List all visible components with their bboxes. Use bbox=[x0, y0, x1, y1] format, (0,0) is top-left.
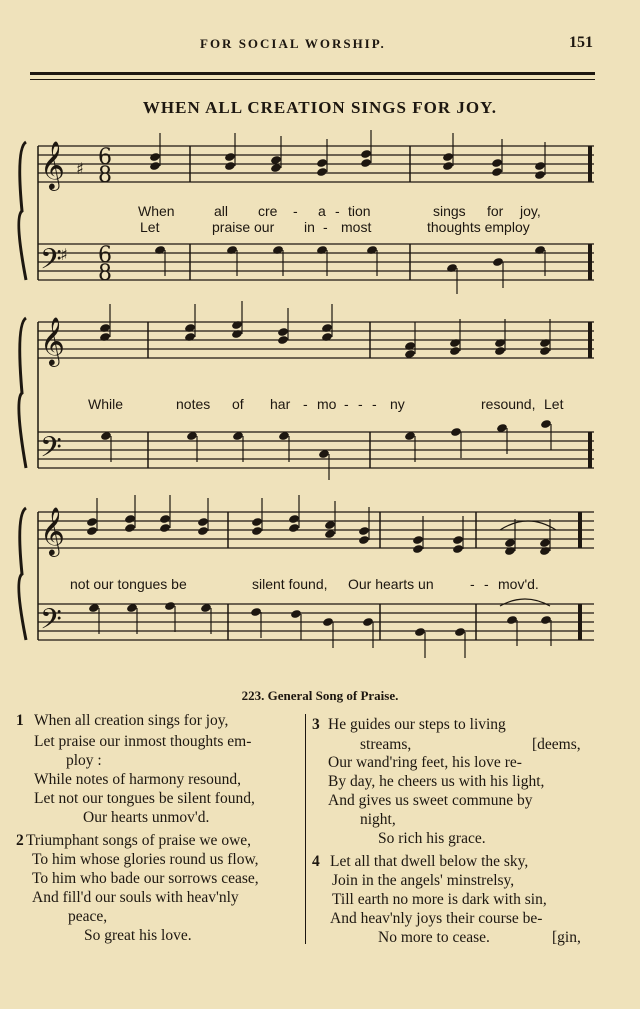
note-head bbox=[251, 526, 263, 536]
note-head bbox=[412, 544, 424, 554]
note-head bbox=[506, 615, 518, 625]
lyric-word: cre bbox=[258, 203, 278, 219]
note-head bbox=[124, 514, 136, 524]
note-head bbox=[224, 152, 236, 162]
note-head bbox=[316, 158, 328, 168]
stanza-line: And heav'nly joys their course be- bbox=[330, 910, 543, 927]
note-head bbox=[316, 167, 328, 177]
note-head bbox=[277, 327, 289, 337]
treble-clef: 𝄞 bbox=[40, 506, 65, 555]
stanza-line: While notes of harmony resound, bbox=[34, 771, 242, 788]
note-head bbox=[452, 544, 464, 554]
bass-clef: 𝄢 bbox=[40, 603, 62, 643]
stanza-line: streams, bbox=[360, 736, 412, 753]
page-number: 151 bbox=[569, 34, 593, 51]
system-brace bbox=[19, 508, 26, 640]
note-head bbox=[149, 152, 161, 162]
lyric-word: When bbox=[138, 203, 175, 219]
note-head bbox=[492, 257, 504, 267]
time-signature: 8 bbox=[98, 261, 112, 286]
note-head bbox=[159, 523, 171, 533]
note-head bbox=[360, 149, 372, 159]
lyric-word: for bbox=[487, 203, 504, 219]
tie bbox=[500, 599, 550, 606]
stanza-line: Let not our tongues be silent found, bbox=[34, 790, 255, 807]
stanza-line: Till earth no more is dark with sin, bbox=[332, 891, 547, 908]
note-head bbox=[491, 158, 503, 168]
system-brace bbox=[19, 318, 26, 468]
stanza-line: So rich his grace. bbox=[378, 830, 486, 847]
time-signature: 6 bbox=[98, 243, 112, 268]
note-head bbox=[277, 335, 289, 345]
stanza-line: And gives us sweet commune by bbox=[328, 792, 533, 809]
stanza-line: [deems, bbox=[532, 736, 581, 753]
note-head bbox=[539, 346, 551, 356]
stanza-line: Triumphant songs of praise we owe, bbox=[26, 832, 252, 849]
hymn-heading: 223. General Song of Praise. bbox=[241, 688, 399, 703]
stanza-line: night, bbox=[360, 811, 396, 828]
tune-title: WHEN ALL CREATION SINGS FOR JOY. bbox=[142, 98, 498, 117]
treble-clef: 𝄞 bbox=[40, 140, 65, 189]
column-rule bbox=[305, 714, 306, 944]
stanza-number: 3 bbox=[312, 716, 320, 733]
stanza-line: Our wand'ring feet, his love re- bbox=[328, 754, 522, 771]
lyric-word: in bbox=[304, 219, 315, 235]
note-head bbox=[540, 419, 552, 429]
stanza-line: He guides our steps to living bbox=[328, 716, 506, 733]
lyric-word: all bbox=[214, 203, 229, 219]
stanza-line: peace, bbox=[68, 908, 108, 925]
note-head bbox=[412, 535, 424, 545]
stanza-line: [gin, bbox=[552, 929, 581, 946]
note-head bbox=[322, 617, 334, 627]
lyric-word: - bbox=[335, 203, 340, 219]
system-brace bbox=[19, 142, 26, 280]
lyric-word: resound, bbox=[481, 396, 536, 412]
note-head bbox=[362, 617, 374, 627]
lyric-word: Let bbox=[140, 219, 160, 235]
note-head bbox=[124, 523, 136, 533]
lyric-word: notes bbox=[176, 396, 211, 412]
running-title: FOR SOCIAL WORSHIP. bbox=[200, 36, 386, 51]
note-head bbox=[197, 526, 209, 536]
stanza-line: To him who bade our sorrows cease, bbox=[32, 870, 259, 887]
note-head bbox=[358, 535, 370, 545]
lyric-word: - bbox=[303, 396, 308, 412]
note-head bbox=[414, 627, 426, 637]
note-head bbox=[494, 346, 506, 356]
stanza-number: 2 bbox=[16, 832, 24, 849]
stanza-line: No more to cease. bbox=[378, 929, 490, 946]
stanza-line: Let praise our inmost thoughts em- bbox=[34, 733, 252, 750]
treble-clef: 𝄞 bbox=[40, 316, 65, 365]
note-head bbox=[358, 526, 370, 536]
note-head bbox=[449, 346, 461, 356]
lyric-word: Our hearts un bbox=[348, 576, 434, 592]
stanza-line: By day, he cheers us with his light, bbox=[328, 773, 545, 790]
note-head bbox=[360, 158, 372, 168]
note-head bbox=[288, 523, 300, 533]
lyric-word: - bbox=[372, 396, 377, 412]
lyric-word: Let bbox=[544, 396, 564, 412]
note-head bbox=[534, 161, 546, 171]
stanza-line: So great his love. bbox=[84, 927, 192, 944]
note-head bbox=[251, 517, 263, 527]
note-head bbox=[149, 161, 161, 171]
lyric-word: joy, bbox=[520, 203, 541, 219]
tie bbox=[500, 521, 556, 530]
note-head bbox=[290, 609, 302, 619]
lyric-word: a bbox=[318, 203, 326, 219]
note-head bbox=[450, 427, 462, 437]
lyric-word: ny bbox=[390, 396, 405, 412]
stanza-line: Join in the angels' minstrelsy, bbox=[332, 872, 515, 889]
note-head bbox=[452, 535, 464, 545]
lyric-word: thoughts employ bbox=[427, 219, 530, 235]
note-head bbox=[534, 170, 546, 180]
lyric-word: not our tongues be bbox=[70, 576, 187, 592]
lyric-word: - bbox=[344, 396, 349, 412]
stanza-line: Our hearts unmov'd. bbox=[83, 809, 210, 826]
time-signature: 6 bbox=[98, 145, 112, 170]
note-head bbox=[250, 607, 262, 617]
note-head bbox=[454, 627, 466, 637]
bass-clef: 𝄢 bbox=[40, 243, 62, 283]
stanza-line: And fill'd our souls with heav'nly bbox=[32, 889, 239, 906]
lyric-word: silent found, bbox=[252, 576, 328, 592]
note-head bbox=[442, 152, 454, 162]
note-head bbox=[540, 615, 552, 625]
bass-clef: 𝄢 bbox=[40, 431, 62, 471]
key-sharp: ♯ bbox=[60, 245, 68, 264]
lyric-word: praise our bbox=[212, 219, 275, 235]
lyric-word: - bbox=[358, 396, 363, 412]
note-head bbox=[164, 601, 176, 611]
key-sharp: ♯ bbox=[76, 159, 84, 178]
lyric-word: of bbox=[232, 396, 244, 412]
lyric-word: mo bbox=[317, 396, 337, 412]
lyric-word: most bbox=[341, 219, 372, 235]
stanza-line: ploy : bbox=[66, 752, 102, 769]
note-head bbox=[491, 167, 503, 177]
note-head bbox=[288, 514, 300, 524]
note-head bbox=[86, 526, 98, 536]
stanza-line: To him whose glories round us flow, bbox=[32, 851, 259, 868]
lyric-word: mov'd. bbox=[498, 576, 539, 592]
stanza-number: 1 bbox=[16, 712, 24, 729]
lyric-word: - bbox=[484, 576, 489, 592]
lyric-word: har bbox=[270, 396, 291, 412]
lyric-word: - bbox=[470, 576, 475, 592]
lyric-word: While bbox=[88, 396, 124, 412]
lyric-word: - bbox=[293, 203, 298, 219]
stanza-number: 4 bbox=[312, 853, 320, 870]
stanza-line: Let all that dwell below the sky, bbox=[330, 853, 529, 870]
note-head bbox=[224, 161, 236, 171]
lyric-word: tion bbox=[348, 203, 371, 219]
time-signature: 8 bbox=[98, 163, 112, 188]
lyric-word: - bbox=[323, 219, 328, 235]
note-head bbox=[159, 514, 171, 524]
note-head bbox=[442, 161, 454, 171]
note-head bbox=[197, 517, 209, 527]
lyric-word: sings bbox=[433, 203, 466, 219]
note-head bbox=[86, 517, 98, 527]
stanza-line: When all creation sings for joy, bbox=[34, 712, 229, 729]
